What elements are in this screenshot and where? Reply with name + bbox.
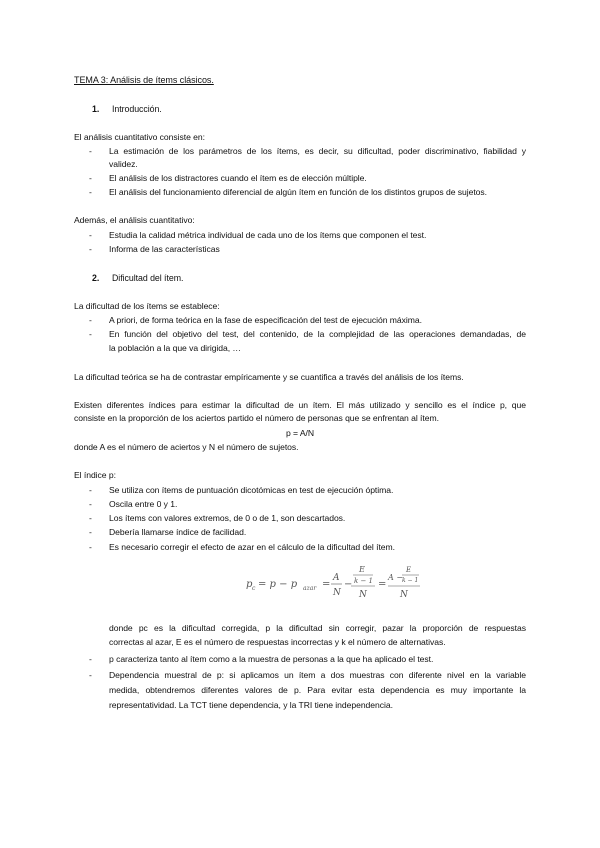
formula-E-2: E xyxy=(406,566,412,574)
indice-bullet-2: Oscila entre 0 y 1. xyxy=(109,499,178,509)
bullet-marker: - xyxy=(89,230,92,240)
donde-corregida-line-2: correctas al azar, E es el número de respuestas incorrectas y k el número de alternativas. xyxy=(109,637,446,647)
formula-eq: = xyxy=(322,579,331,590)
formula-k1-2: k − 1 xyxy=(402,577,419,584)
bullet-marker: - xyxy=(89,485,92,495)
dificultad-lead: La dificultad de los ítems se establece: xyxy=(74,301,220,311)
ademas-bullet-2: Informa de las características xyxy=(109,244,220,254)
formula-minus: − xyxy=(344,579,353,590)
section-1-number: 1. xyxy=(92,104,100,114)
indice-p-lead: El índice p: xyxy=(74,470,116,480)
formula-corrected-difficulty xyxy=(242,564,422,604)
final-bullet-2-line-1: Dependencia muestral de p: si aplicamos un ítem a dos muestras con diferente nivel en la variable xyxy=(109,670,526,680)
section-1-heading xyxy=(92,103,162,116)
dificultad-teorica-paragraph: La dificultad teórica se ha de contrastar empíricamente y se cuantifica a través del análisis de los ítems. xyxy=(74,372,464,382)
bullet-marker: - xyxy=(89,173,92,183)
formula-pc: p xyxy=(246,579,253,590)
formula-N-2: N xyxy=(359,590,367,600)
indice-bullet-4: Debería llamarse índice de facilidad. xyxy=(109,527,247,537)
indice-bullet-1: Se utiliza con ítems de puntuación dicotómicas en test de ejecución óptima. xyxy=(109,485,394,495)
final-bullet-2-line-2: medida, obtendremos diferentes valores de p. Para evitar esta dependencia es muy importante la xyxy=(109,685,526,695)
formula-eq-2: = xyxy=(378,579,387,590)
bullet-marker: - xyxy=(89,513,92,523)
bullet-marker: - xyxy=(89,187,92,197)
dificultad-bullet-2-line-2: la población a la que va dirigida, … xyxy=(109,343,241,353)
donde-corregida-line-1: donde pc es la dificultad corregida, p la dificultad sin corregir, pazar la proporción de respuestas xyxy=(109,623,526,633)
intro-bullet-1-line-2: validez. xyxy=(109,159,138,169)
formula-pc-sub: c xyxy=(252,585,256,592)
bullet-marker: - xyxy=(89,670,92,680)
formula-A-minus: A − xyxy=(388,573,404,582)
final-bullet-2-line-3: representatividad. La TCT tiene dependencia, y la TRI tiene independencia. xyxy=(109,700,393,710)
bullet-marker: - xyxy=(89,499,92,509)
section-2-label: Dificultad del ítem. xyxy=(112,273,184,283)
final-bullet-1: p caracteriza tanto al ítem como a la muestra de personas a la que ha aplicado el test. xyxy=(109,654,434,664)
formula-E: E xyxy=(359,565,365,574)
dificultad-bullet-2-line-1: En función del objetivo del test, del contenido, de la complejidad de las operaciones demandadas, de xyxy=(109,329,526,339)
section-2-heading xyxy=(92,272,183,285)
bullet-marker: - xyxy=(89,244,92,254)
formula-N-3: N xyxy=(400,590,408,600)
indices-paragraph-line-2: consiste en la proporción de los aciertos partido el número de personas que se enfrentan al ítem. xyxy=(74,413,439,423)
dificultad-bullet-1: A priori, de forma teórica en la fase de especificación del test de ejecución máxima. xyxy=(109,315,422,325)
indice-bullet-3: Los ítems con valores extremos, de 0 o de 1, son descartados. xyxy=(109,513,346,523)
page-title: TEMA 3: Análisis de ítems clásicos. xyxy=(74,75,214,85)
bullet-marker: - xyxy=(89,146,92,156)
intro-bullet-2: El análisis de los distractores cuando el ítem es de elección múltiple. xyxy=(109,173,367,183)
bullet-marker: - xyxy=(89,542,92,552)
intro-lead: El análisis cuantitativo consiste en: xyxy=(74,132,205,142)
section-1-label: Introducción. xyxy=(112,104,162,114)
donde-aciertos-line: donde A es el número de aciertos y N el número de sujetos. xyxy=(74,442,299,452)
section-2-number: 2. xyxy=(92,273,100,283)
formula-p: p = A/N xyxy=(285,428,315,438)
formula-k1: k − 1 xyxy=(354,577,374,585)
bullet-marker: - xyxy=(89,654,92,664)
indices-paragraph-line-1: Existen diferentes índices para estimar la dificultad de un ítem. El más utilizado y sencillo es el índice p, que xyxy=(74,400,526,410)
indice-bullet-5: Es necesario corregir el efecto de azar en el cálculo de la dificultad del ítem. xyxy=(109,542,395,552)
formula-A: A xyxy=(333,573,340,583)
intro-bullet-3: El análisis del funcionamiento diferencial de algún ítem en función de los distintos grupos de sujetos. xyxy=(109,187,487,197)
formula-eq-p-pazar: = p − p xyxy=(258,579,298,590)
ademas-lead: Además, el análisis cuantitativo: xyxy=(74,215,195,225)
bullet-marker: - xyxy=(89,329,92,339)
bullet-marker: - xyxy=(89,315,92,325)
formula-N: N xyxy=(333,588,341,598)
bullet-marker: - xyxy=(89,527,92,537)
ademas-bullet-1: Estudia la calidad métrica individual de cada uno de los ítems que componen el test. xyxy=(109,230,427,240)
intro-bullet-1-line-1: La estimación de los parámetros de los ítems, es decir, su dificultad, poder discriminativo, fiabilidad y xyxy=(109,146,526,156)
formula-azar-sub: azar xyxy=(303,585,317,592)
